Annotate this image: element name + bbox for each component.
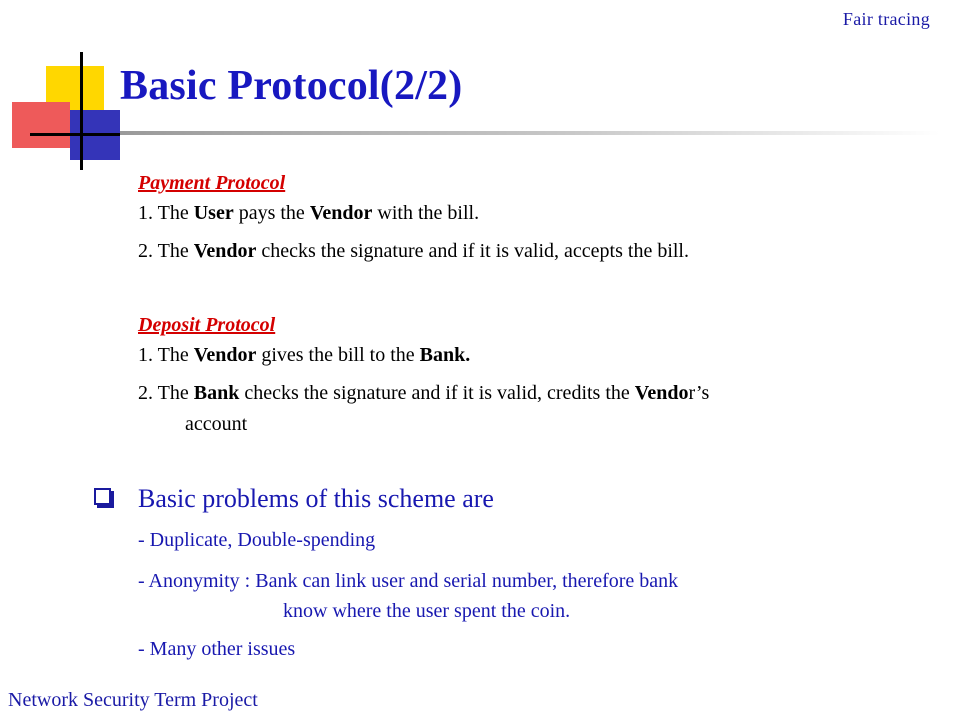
checkbox-bullet-icon (94, 488, 111, 505)
footer-project-name: Network Security Term Project (8, 689, 258, 711)
header-topic: Fair tracing (842, 9, 930, 29)
problems-heading: Basic problems of this scheme are (138, 484, 494, 513)
title-underline-rule (120, 131, 940, 135)
decor-vertical-line (80, 52, 83, 170)
page-title: Basic Protocol(2/2) (120, 63, 463, 109)
problem-item-anonymity: - Anonymity : Bank can link user and serial number, therefore bank (138, 570, 679, 592)
problem-item-duplicate: - Duplicate, Double-spending (138, 529, 376, 551)
deposit-step-2-continuation: account (185, 413, 248, 435)
payment-step-2: 2. The Vendor checks the signature and if it is valid, accepts the bill. (138, 240, 689, 262)
deposit-step-2: 2. The Bank checks the signature and if it is valid, credits the Vendor’s (138, 382, 710, 404)
problem-item-anonymity-continuation: know where the user spent the coin. (283, 600, 571, 622)
deposit-protocol-heading: Deposit Protocol (138, 314, 276, 336)
decor-red-square (12, 102, 70, 148)
deposit-step-1: 1. The Vendor gives the bill to the Bank. (138, 344, 471, 366)
payment-protocol-heading: Payment Protocol (138, 172, 286, 194)
problem-item-other: - Many other issues (138, 638, 296, 660)
payment-step-1: 1. The User pays the Vendor with the bill. (138, 202, 480, 224)
decor-horizontal-line (30, 133, 120, 136)
